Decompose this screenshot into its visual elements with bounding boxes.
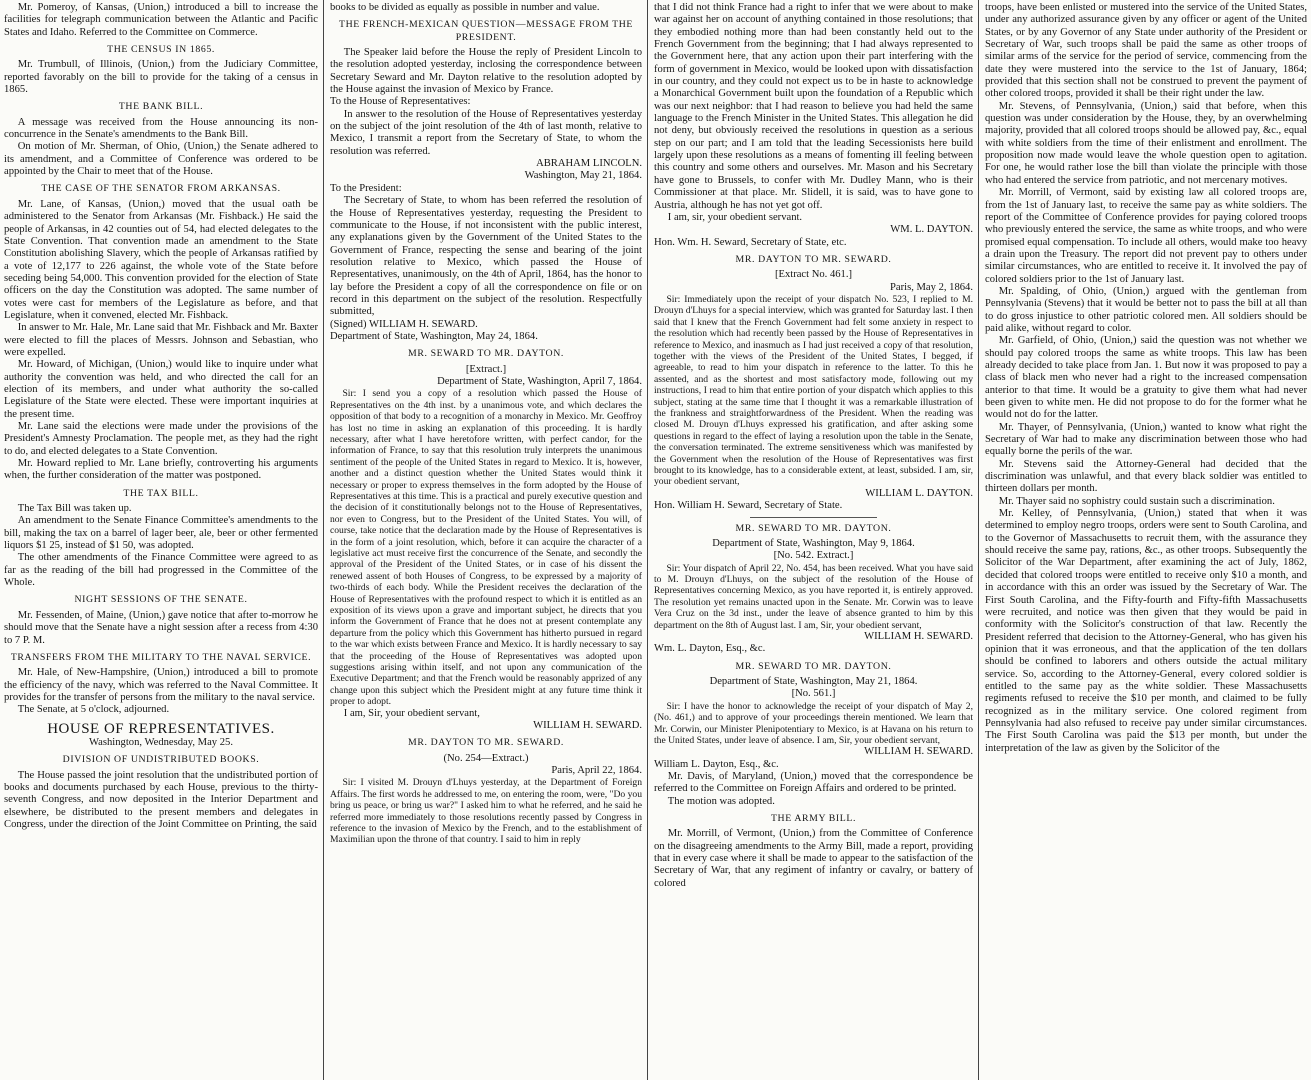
text-line: To the President: (330, 182, 402, 194)
paragraph: The Speaker laid before the House the reply of President Lincoln to the resolution adopted yesterday, inclosing the correspondence between Secretary Seward and Mr. Dayton relative to the resolution adopted by the House against the invasion of Mexico by France. (330, 47, 642, 96)
section-heading: THE BANK BILL. (118, 101, 204, 113)
section-heading: MR. SEWARD TO MR. DAYTON. (735, 522, 892, 534)
paragraph: Mr. Stevens said the Attorney-General had decided that the discrimination was unlawful, and that every black soldier was entitled to thirteen dollars per month. (985, 458, 1307, 495)
text-line: Hon. William H. Seward, Secretary of State. (654, 500, 843, 512)
dateline: [No. 542. Extract.] (773, 550, 854, 562)
paragraph: Mr. Howard replied to Mr. Lane briefly, controverting his arguments when, the further consideration of the matter was postponed. (4, 458, 318, 482)
signature-line: Paris, April 22, 1864. (551, 765, 642, 777)
paragraph: The House passed the joint resolution that the undistributed portion of books and documents purchased by each House, previous to the thirty-seventh Congress, and now deposited in the Interior Department and elsewhere, be distributed to the present members and delegates in Congress, under the direction of the Joint Committee on Printing, the said (4, 769, 318, 830)
signature-line: WILLIAM L. DAYTON. (865, 487, 973, 499)
text-line: troops, have been enlisted or mustered into the service of the United States, under any authorized assurance given by any officer or agent of the United States, or by any Governor of any State under authority of the President or Secretary of War, such troops shall be paid the same as other troops of similar arms of the service for the period of service, commencing from the date they were mustered into the service to the 1st of January, 1864; provided that this section shall not be construed to prevent the payment of other colored troops, provided it shall be their right under the law. (985, 2, 1307, 100)
signature-line: WILLIAM H. SEWARD. (864, 630, 973, 642)
paragraph: In answer to the resolution of the House of Representatives yesterday on the subject of the joint resolution of the 4th of last month, relative to Mexico, I transmit a report from the Secretary of State, to whom the resolution was referred. (330, 108, 642, 157)
dateline: [No. 561.] (791, 688, 836, 700)
signature-line: WM. L. DAYTON. (890, 224, 973, 236)
section-heading: MR. DAYTON TO MR. SEWARD. (735, 253, 892, 265)
signature-line: Paris, May 2, 1864. (890, 281, 973, 293)
paragraph: Mr. Spalding, of Ohio, (Union,) argued with the gentleman from Pennsylvania (Stevens) that it would be better not to pass the bill at all than to do gross injustice to other patriotic colored men. All soldiers should be paid alike, without regard to color. (985, 285, 1307, 334)
dateline: Washington, Wednesday, May 25. (89, 736, 233, 748)
section-heading: DIVISION OF UNDISTRIBUTED BOOKS. (62, 754, 260, 766)
paragraph: Mr. Morrill, of Vermont, (Union,) from the Committee of Conference on the disagreeing amendments to the Army Bill, made a report, providing that in every case where it shall be made to appear to the satisfaction of the Secretary of War, that any regiment of infantry or cavalry, or battery of colored (654, 828, 973, 889)
text-line: books to be divided as equally as possible in number and value. (330, 2, 600, 13)
paragraph: The other amendments of the Finance Committee were agreed to as far as the reading of the bill had progressed in the Committee of the Whole. (4, 552, 318, 589)
paragraph: The Senate, at 5 o'clock, adjourned. (17, 704, 170, 716)
section-heading: THE CASE OF THE SENATOR FROM ARKANSAS. (41, 183, 281, 195)
paragraph: An amendment to the Senate Finance Committee's amendments to the bill, making the tax on a barrel of lager beer, ale, beer or other fermented liquors $1 25, instead of $1 50, was adopted. (4, 515, 318, 552)
section-divider (750, 517, 878, 518)
section-title: HOUSE OF REPRESENTATIVES. (47, 720, 275, 737)
signature-line: Department of State, Washington, April 7, 1864. (437, 375, 642, 387)
text-line: Wm. L. Dayton, Esq., &c. (654, 643, 766, 655)
signature-line: WILLIAM H. SEWARD. (533, 720, 642, 732)
paragraph: Mr. Davis, of Maryland, (Union,) moved that the correspondence be referred to the Committee on Foreign Affairs and ordered to be printed. (654, 771, 973, 795)
paragraph: Mr. Lane said the elections were made under the provisions of the President's Amnesty Proclamation. The people met, as they had the right to do, and elected delegates to a State Convention. (4, 421, 318, 457)
dispatch-text: Sir: I send you a copy of a resolution which passed the House of Representatives on the 4th inst. by a unanimous vote, and which declares the opposition of that body to a recognition of a monarchy in Mexico. Mr. Geoffroy has lost no time in asking an explanation of this proceeding. It is hardly necessary, after what I have heretofore written, with perfect candor, for the information of France, to say that this resolution truly interprets the unanimous sentiment of the people of the United States in regard to Mexico. It is, however, another and a distinct question whether the United States would think it necessary or proper to express themselves in the form adopted by the House of Representatives at this time. This is a practical and purely executive question and the decision of it constitutionally belongs not to the House of Representatives, nor even to Congress, but to the President of the United States. You will, of course, take notice that the declaration made by the House of Representatives is in the form of a joint resolution, which, before it can acquire the character of a legislative act must receive first the concurrence of the Senate, and secondly the approval of the President of the United States, or in case of his dissent the renewed assent of both Houses of Congress, to be expressed by a majority of two-thirds of each body. While the President receives the declaration of the House of Representatives with the profound respect to which it is entitled as an exposition of its views upon a grave and important subject, he directs that you inform the Government of France that he does not at present contemplate any departure from the policy which this Government has hitherto pursued in regard to the war which exists between France and Mexico. It is hardly necessary to say that the proceeding of the House of Representatives was adopted upon suggestions arising within itself, and not upon any communication of the Executive Department; and that the French would be reasonably apprized of any change upon this subject which the President might at any future time think it proper to adopt. (330, 388, 642, 708)
paragraph: Mr. Trumbull, of Illinois, (Union,) from the Judiciary Committee, reported favorably on the bill to provide for the taking of a census in 1865. (4, 59, 318, 96)
section-heading: THE ARMY BILL. (770, 813, 857, 825)
dateline: [Extract No. 461.] (774, 269, 853, 281)
paragraph: Mr. Thayer said no sophistry could sustain such a discrimination. (998, 495, 1275, 507)
column-4 (981, 2, 1311, 1078)
paragraph: On motion of Mr. Sherman, of Ohio, (Union,) the Senate adhered to its amendment, and a Committee of Conference was ordered to be appointed by the Chair to meet that of the House. (4, 141, 318, 178)
paragraph: Mr. Garfield, of Ohio, (Union,) said the question was not whether we should pay colored troops the same as white troops. This law has been already decided to take place from Jan. 1. But now it was proposed to pay a class of black men who never had a right to the increased compensation anterior to that time. It would be a gratuity to give them what had never been given to white men. He did not propose to do for the former what he would not do for the latter. (985, 335, 1307, 421)
paragraph: I am, Sir, your obedient servant, (343, 707, 480, 719)
section-heading: THE FRENCH-MEXICAN QUESTION—MESSAGE FROM THE PRESIDENT. (338, 19, 633, 43)
section-heading: MR. DAYTON TO MR. SEWARD. (408, 737, 564, 749)
section-heading: THE CENSUS IN 1865. (107, 44, 215, 56)
text-line: Department of State, Washington, May 24, 1864. (330, 330, 538, 342)
text-line: To the House of Representatives: (330, 96, 471, 108)
paragraph: The Secretary of State, to whom has been referred the resolution of the House of Representatives yesterday, requesting the President to communicate to the House, if not inconsistent with the public interest, any explanations given by the Government of the United States to the Government of France, respecting the sense and bearing of the joint resolution relative to Mexico, which passed the House of Representatives, unanimously, on the 4th of April, 1864, has the honor to lay before the President a copy of all the correspondence on file or on record in this department on the subject of the resolution. Respectfully submitted, (330, 195, 642, 318)
column-1 (0, 2, 322, 1078)
paragraph: Mr. Stevens, of Pennsylvania, (Union,) said that before, when this question was under consideration by the House, they, by an overwhelming majority, provided that all colored troops should be allowed pay, &c., equal with white soldiers from the time of their enlistment and enrollment. The proposition now made would leave the whole question open to agitation. For one, he would rather lose the bill than violate the principle with those who had entered the service from patriotic, and not mercenary motives. (985, 100, 1307, 186)
paragraph: The Tax Bill was taken up. (17, 503, 132, 515)
dispatch-text: Sir: I visited M. Drouyn d'Lhuys yesterday, at the Department of Foreign Affairs. The first words he addressed to me, on entering the room, were, "Do you bring us peace, or bring us war?" I asked him to what he referred, and he said he referred more immediately to those resolutions recently passed by Congress in reference to the invasion of Mexico by the French, and to the establishment of Maximilian upon the throne of that country. I said to him in reply (330, 777, 642, 846)
paragraph: The motion was adopted. (667, 795, 775, 807)
paragraph: Mr. Thayer, of Pennsylvania, (Union,) wanted to know what right the Secretary of War had to make any discrimination between those who had equally borne the perils of the war. (985, 421, 1307, 458)
text-line: Hon. Wm. H. Seward, Secretary of State, etc. (654, 236, 847, 248)
paragraph: Mr. Lane, of Kansas, (Union,) moved that the usual oath be administered to the Senator from Arkansas (Mr. Fishback.) He said the people of Arkansas, in 42 counties out of 54, had elected delegates to the State Convention. That convention made an amendment to the State Constitution abolishing Slavery, which the people of Arkansas ratified by a vote of 12,177 to 226 against, the whole vote of the State before seceding being 54,000. This convention provided for the election of State officers on the day the Constitution was adopted. The same number of votes were cast for members of the Legislature as before, and that Legislature, when it convened, elected Mr. Fishback. (4, 198, 318, 321)
section-heading: MR. SEWARD TO MR. DAYTON. (735, 660, 892, 672)
dateline: [Extract.] (465, 363, 507, 375)
column-3 (650, 2, 977, 1078)
text-line: that I did not think France had a right to infer that we were about to make war against her on account of anything contained in those resolutions; that they embodied nothing more than had been constantly held out to the French Government from the beginning; that I had always represented to the Government here, that any action upon their part interfering with the form of government in Mexico, would be looked upon with dissatisfaction in our country, and they could not expect us to be in haste to acknowledge a Monarchical Government built upon the foundation of a Republic which was our next neighbor: that I had reason to believe you had held the same language to the French Minister in the United States. This allegation he did not deny, but obviously received the resolutions in question as a serious step on our part; and I am told that the leading Secessionists here build largely upon these resolutions as a means of fomenting ill feeling between this country and some others and ourselves. Mr. Mason and his Secretary have gone to Brussels, to confer with Mr. Dudley Mann, who is their Commissioner at that place. Mr. Slidell, it is said, was to have gone to Austria, although he has not yet got off. (654, 2, 973, 211)
section-heading: THE TAX BILL. (123, 487, 199, 499)
section-heading: NIGHT SESSIONS OF THE SENATE. (74, 594, 248, 606)
paragraph: Mr. Howard, of Michigan, (Union,) would like to inquire under what authority the convention was held, and who directed the call for an election of its members, and under what authority the so-called Legislature of the State were elected. These were important inquiries at the present time. (4, 359, 318, 420)
paragraph: A message was received from the House announcing its non-concurrence in the Senate's amendments to the Bank Bill. (4, 116, 318, 141)
signature-line: Washington, May 21, 1864. (524, 170, 642, 182)
signature-line: ABRAHAM LINCOLN. (536, 158, 642, 170)
paragraph: I am, sir, your obedient servant. (667, 211, 803, 223)
dispatch-text: Sir: Immediately upon the receipt of your dispatch No. 523, I replied to M. Drouyn d'Lhuys for a special interview, which was granted for Saturday last. I then said that I knew that the French Government had felt some anxiety in respect to the resolution which had recently been passed by the House of Representatives in reference to Mexico, and inasmuch as I had just received a copy of that resolution, together with the views of the President of the United States, I begged, if agreeable, to read to him your dispatch in reference to the latter. To this he assented, and as the shortest and most satisfactory mode, following out my instructions, I read to him that entire portion of your dispatch which applies to this subject, stating at the same time that I thought it was a remarkable illustration of the frankness and straightforwardness of the President. When the reading was closed M. Drouyn d'Lhuys expressed his gratification, and after asking some questions in regard to the effect of laying a resolution upon the table in the Senate, the conversation terminated. The extreme sensitiveness which was manifested by the Government when the resolution of the House of Representatives was first brought to its knowledge, has to a considerable extent, at least, subsided. I am, sir, your obedient servant, (654, 293, 973, 488)
section-heading: TRANSFERS FROM THE MILITARY TO THE NAVAL SERVICE. (10, 651, 312, 663)
column-rule (323, 0, 324, 1080)
paragraph: Mr. Kelley, of Pennsylvania, (Union,) stated that when it was determined to employ negro troops, orders were sent to South Carolina, and to the Governor of Massachusetts to recruit them, with the assurance they should receive the same pay, rations, &c., as other troops. Subsequently the Solicitor of the War Department, after examining the act of July, 1862, decided that colored troops were entitled to receive only $10 a month, and in accordance with this an order was issued by the Secretary of War. The First South Carolina, and the Fifty-fourth and Fifty-fifth Massachusetts were recruited, and notice was then given that they would be paid in conformity with the Solicitor's construction of that law. Recently the President referred that decision to the Attorney-General, who has given his opinion that it was erroneous, and that the application of the ten dollars should be confined to laborers and others outside the actual military service. So, according to the Attorney-General, every colored soldier is entitled to the same pay as the white soldier. These Massachusetts regiments refused to receive the $10 per month, and claimed to be fully recognized as in the military service. One colored regiment from Pennsylvania had also refused to receive pay under similar circumstances. The First South Carolina was paid the $13 per month, but under the interpretation of the law as given by the Solicitor of the (985, 508, 1307, 754)
section-heading: MR. SEWARD TO MR. DAYTON. (408, 348, 564, 360)
column-rule (647, 0, 648, 1080)
paragraph: Mr. Hale, of New-Hampshire, (Union,) introduced a bill to promote the efficiency of the navy, which was referred to the Naval Committee. It provides for the transfer of persons from the military to the naval service. (4, 667, 318, 703)
paragraph: Mr. Fessenden, of Maine, (Union,) gave notice that after to-morrow he should move that the Senate have a night session after a recess from 4:30 to 7 P. M. (4, 609, 318, 646)
paragraph: Mr. Morrill, of Vermont, said by existing law all colored troops are, from the 1st of January last, to receive the same pay as white soldiers. The report of the Committee of Conference provides for paying colored troops who previously entered the service, the same as white troops, and who were promised equal compensation. To include all others, would make too heavy a drain upon the Treasury. The report did not prevent pay to others under similar circumstances, who are entitled to receive it. It involved the pay of colored soldiers prior to the 1st of January last. (985, 187, 1307, 285)
column-2 (326, 2, 646, 1078)
dateline: (No. 254—Extract.) (443, 752, 529, 764)
column-rule (978, 0, 979, 1080)
dispatch-text: Sir: I have the honor to acknowledge the receipt of your dispatch of May 2, (No. 461,) and to approve of your proceedings therein mentioned. We learn that Mr. Corwin, our Minister Plenipotentiary to Mexico, is at Havana on his return to the United States, under leave of absence. I am, Sir, your obedient servant, (654, 700, 973, 746)
signature-line: WILLIAM H. SEWARD. (864, 746, 973, 758)
dispatch-text: Sir: Your dispatch of April 22, No. 454, has been received. What you have said to M. Drouyn d'Lhuys, on the subject of the resolution of the House of Representatives concerning Mexico, as you have reported it, is entirely approved. The resolution yet remains unacted upon in the Senate. Mr. Corwin was to leave Vera Cruz on the 3d inst., under the leave of absence granted to him by this department on the 8th of August last. I am, Sir, your obedient servant, (654, 562, 973, 631)
text-line: William L. Dayton, Esq., &c. (654, 758, 779, 770)
paragraph: Mr. Pomeroy, of Kansas, (Union,) introduced a bill to increase the facilities for telegraph communication between the Atlantic and Pacific States and Idaho. Referred to the Committee on Commerce. (4, 2, 318, 38)
paragraph: In answer to Mr. Hale, Mr. Lane said that Mr. Fishback and Mr. Baxter were elected to fill the places of Messrs. Johnson and Sebastian, who were expelled. (4, 322, 318, 358)
dateline: Department of State, Washington, May 9, 1864. (712, 537, 915, 549)
text-line: (Signed) WILLIAM H. SEWARD. (330, 318, 478, 330)
dateline: Department of State, Washington, May 21, 1864. (709, 676, 918, 687)
